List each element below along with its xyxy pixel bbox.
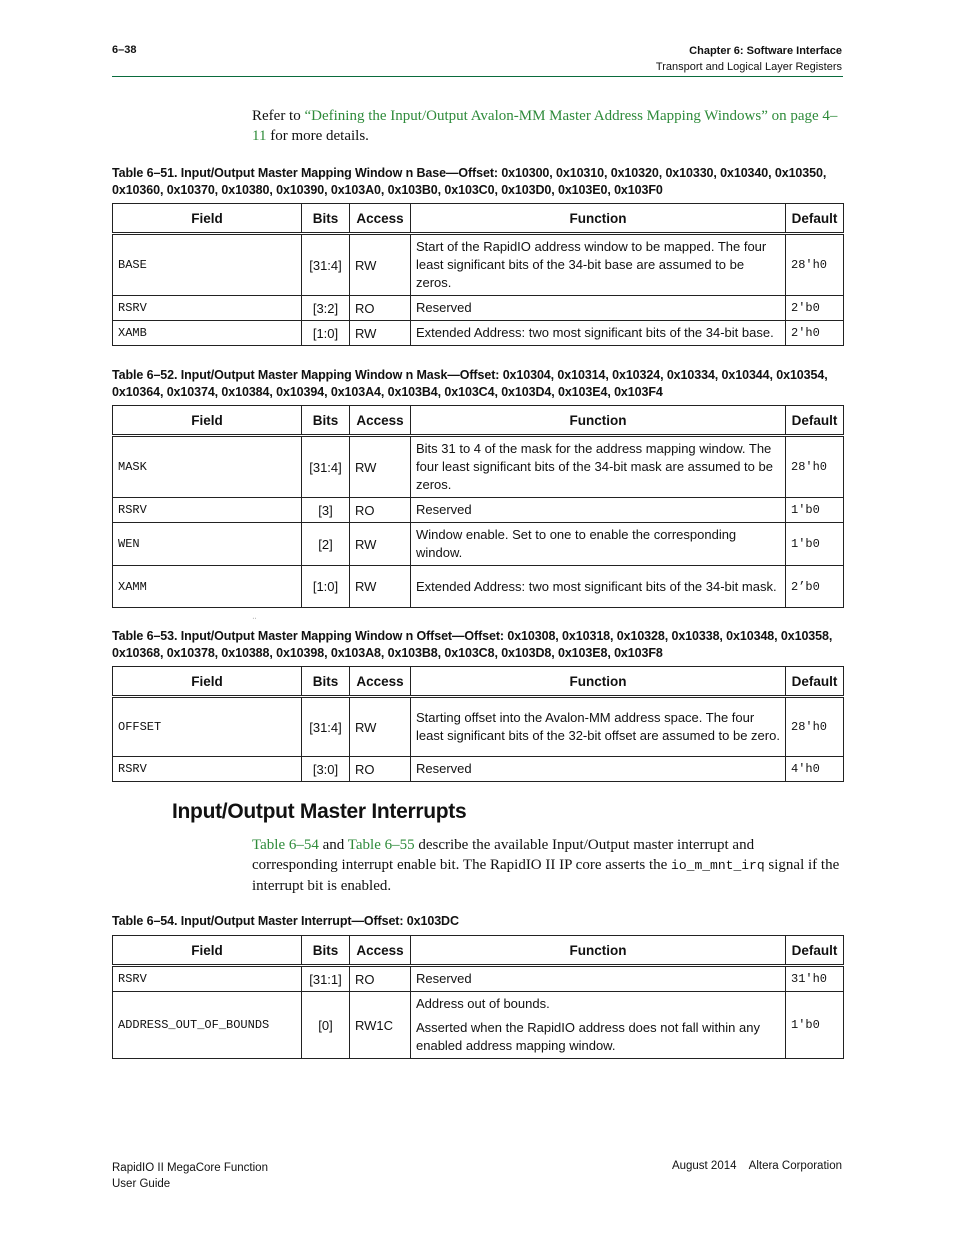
stray-mark: ˈˈ bbox=[252, 618, 257, 625]
cell-field: XAMM bbox=[113, 566, 302, 608]
table-row bbox=[113, 992, 844, 1059]
cell-field: OFFSET bbox=[113, 697, 302, 757]
cell-function bbox=[411, 992, 786, 1059]
cell-bits: [31:4] bbox=[302, 697, 350, 757]
cell-access: RW bbox=[350, 436, 411, 498]
col-bits: Bits bbox=[302, 667, 350, 697]
table-header-row bbox=[113, 936, 844, 966]
cell-function: Window enable. Set to one to enable the corresponding window. bbox=[411, 523, 786, 566]
function-line-1: Address out of bounds. bbox=[416, 996, 550, 1011]
cell-access: RO bbox=[350, 498, 411, 523]
cell-default: 2’b0 bbox=[786, 566, 844, 608]
cell-default: 28'h0 bbox=[786, 436, 844, 498]
cross-reference-link[interactable]: “Defining the Input/Output Avalon-MM Master Address Mapping Windows” on page 4–11 bbox=[252, 108, 838, 144]
cell-function: Start of the RapidIO address window to be mapped. The four least significant bits of the 34-bit base are assumed to be zeros. bbox=[411, 234, 786, 296]
cell-access: RW bbox=[350, 321, 411, 346]
col-default: Default bbox=[786, 667, 844, 697]
cell-field: WEN bbox=[113, 523, 302, 566]
footer-left bbox=[112, 1160, 268, 1192]
col-access: Access bbox=[350, 936, 411, 966]
cell-bits: [2] bbox=[302, 523, 350, 566]
page-number: 6–38 bbox=[112, 44, 137, 56]
table-header-row bbox=[113, 406, 844, 436]
col-function: Function bbox=[411, 667, 786, 697]
cell-bits: [3:2] bbox=[302, 296, 350, 321]
col-access: Access bbox=[350, 204, 411, 234]
cell-bits: [1:0] bbox=[302, 321, 350, 346]
table-row bbox=[113, 566, 844, 608]
cell-default: 31'h0 bbox=[786, 966, 844, 992]
table-row bbox=[113, 498, 844, 523]
table-row bbox=[113, 697, 844, 757]
cell-bits: [31:1] bbox=[302, 966, 350, 992]
footer-right: August 2014 Altera Corporation bbox=[671, 1160, 842, 1172]
section-title-header: Transport and Logical Layer Registers bbox=[655, 61, 842, 73]
and-text: and bbox=[318, 837, 348, 853]
cell-field: RSRV bbox=[113, 498, 302, 523]
col-function: Function bbox=[411, 406, 786, 436]
table-header-row bbox=[113, 204, 844, 234]
col-bits: Bits bbox=[302, 936, 350, 966]
table-row bbox=[113, 296, 844, 321]
col-default: Default bbox=[786, 936, 844, 966]
table-header-row bbox=[113, 667, 844, 697]
interrupts-text-1: describe the available Input/Output master interrupt and corresponding interrupt enable bit. The RapidIO II IP core asserts the bbox=[252, 837, 755, 873]
cell-default: 2'b0 bbox=[786, 296, 844, 321]
cell-access: RW bbox=[350, 697, 411, 757]
cell-bits: [1:0] bbox=[302, 566, 350, 608]
cell-access: RO bbox=[350, 296, 411, 321]
cell-default: 1'b0 bbox=[786, 498, 844, 523]
col-function: Function bbox=[411, 204, 786, 234]
cell-bits: [3] bbox=[302, 498, 350, 523]
cell-default: 28'h0 bbox=[786, 697, 844, 757]
intro-suffix: for more details. bbox=[266, 128, 369, 144]
col-access: Access bbox=[350, 667, 411, 697]
cell-field: BASE bbox=[113, 234, 302, 296]
cell-field: ADDRESS_OUT_OF_BOUNDS bbox=[113, 992, 302, 1059]
cell-field: XAMB bbox=[113, 321, 302, 346]
table-55-link[interactable]: Table 6–55 bbox=[347, 837, 415, 853]
cell-access: RO bbox=[350, 757, 411, 782]
header-rule bbox=[112, 76, 843, 77]
table-52 bbox=[112, 405, 844, 608]
cell-bits: [31:4] bbox=[302, 234, 350, 296]
intro-prefix: Refer to bbox=[252, 108, 305, 124]
col-default: Default bbox=[786, 204, 844, 234]
cell-default: 2'h0 bbox=[786, 321, 844, 346]
cell-field: MASK bbox=[113, 436, 302, 498]
signal-name: io_m_mnt_irq bbox=[671, 858, 765, 873]
col-access: Access bbox=[350, 406, 411, 436]
table-row bbox=[113, 523, 844, 566]
cell-function: Starting offset into the Avalon-MM address space. The four least significant bits of the 32-bit offset are assumed to be zero. bbox=[411, 697, 786, 757]
cell-bits: [0] bbox=[302, 992, 350, 1059]
intro-paragraph bbox=[252, 106, 842, 146]
table-51-caption: Table 6–51. Input/Output Master Mapping Window n Base—Offset: 0x10300, 0x10310, 0x10320, 0x10330, 0x10340, 0x10350, 0x10360, 0x10370, 0x10380, 0x10390, 0x103A0, 0x103B0, 0x103C0, 0x103D0, 0x103E0, 0x103F0 bbox=[112, 166, 827, 197]
table-row bbox=[113, 757, 844, 782]
cell-field: RSRV bbox=[113, 966, 302, 992]
interrupts-paragraph bbox=[252, 835, 842, 896]
table-row bbox=[113, 966, 844, 992]
table-51 bbox=[112, 203, 844, 346]
section-heading: Input/Output Master Interrupts bbox=[172, 800, 467, 823]
col-bits: Bits bbox=[302, 406, 350, 436]
table-54 bbox=[112, 935, 844, 1059]
col-field: Field bbox=[113, 204, 302, 234]
table-row bbox=[113, 321, 844, 346]
cell-access: RO bbox=[350, 966, 411, 992]
col-bits: Bits bbox=[302, 204, 350, 234]
col-field: Field bbox=[113, 406, 302, 436]
cell-default: 4'h0 bbox=[786, 757, 844, 782]
col-default: Default bbox=[786, 406, 844, 436]
table-row bbox=[113, 234, 844, 296]
footer-product: RapidIO II MegaCore Function bbox=[112, 1162, 268, 1174]
col-field: Field bbox=[113, 936, 302, 966]
cell-function: Reserved bbox=[411, 757, 786, 782]
table-53 bbox=[112, 666, 844, 782]
table-54-caption: Table 6–54. Input/Output Master Interrupt—Offset: 0x103DC bbox=[112, 914, 459, 928]
running-header bbox=[656, 43, 842, 75]
cell-access: RW1C bbox=[350, 992, 411, 1059]
table-row bbox=[113, 436, 844, 498]
cell-function: Reserved bbox=[411, 498, 786, 523]
cell-access: RW bbox=[350, 523, 411, 566]
table-52-caption: Table 6–52. Input/Output Master Mapping Window n Mask—Offset: 0x10304, 0x10314, 0x10324, 0x10334, 0x10344, 0x10354, 0x10364, 0x10374, 0x10384, 0x10394, 0x103A4, 0x103B4, 0x103C4, 0x103D4, 0x103E4, 0x103F4 bbox=[112, 368, 828, 399]
footer-guide: User Guide bbox=[112, 1178, 171, 1190]
cell-function: Extended Address: two most significant bits of the 34-bit mask. bbox=[411, 566, 786, 608]
cell-function: Bits 31 to 4 of the mask for the address mapping window. The four least significant bits of the 34-bit mask are assumed to be zeros. bbox=[411, 436, 786, 498]
chapter-title: Chapter 6: Software Interface bbox=[689, 45, 842, 57]
cell-default: 1'b0 bbox=[786, 523, 844, 566]
function-line-2: Asserted when the RapidIO address does not fall within any enabled address mapping window. bbox=[416, 1020, 760, 1053]
cell-bits: [31:4] bbox=[302, 436, 350, 498]
col-function: Function bbox=[411, 936, 786, 966]
cell-default: 28'h0 bbox=[786, 234, 844, 296]
cell-function: Extended Address: two most significant bits of the 34-bit base. bbox=[411, 321, 786, 346]
cell-function: Reserved bbox=[411, 966, 786, 992]
cell-bits: [3:0] bbox=[302, 757, 350, 782]
cell-function: Reserved bbox=[411, 296, 786, 321]
cell-access: RW bbox=[350, 234, 411, 296]
cell-default: 1'b0 bbox=[786, 992, 844, 1059]
cell-field: RSRV bbox=[113, 296, 302, 321]
cell-field: RSRV bbox=[113, 757, 302, 782]
table-54-link[interactable]: Table 6–54 bbox=[252, 837, 319, 853]
interrupts-text-2: signal if the interrupt bit is enabled. bbox=[252, 857, 840, 894]
col-field: Field bbox=[113, 667, 302, 697]
cell-access: RW bbox=[350, 566, 411, 608]
table-53-caption: Table 6–53. Input/Output Master Mapping Window n Offset—Offset: 0x10308, 0x10318, 0x10328, 0x10338, 0x10348, 0x10358, 0x10368, 0x10378, 0x10388, 0x10398, 0x103A8, 0x103B8, 0x103C8, 0x103D8, 0x103E8, 0x103F8 bbox=[112, 629, 833, 660]
